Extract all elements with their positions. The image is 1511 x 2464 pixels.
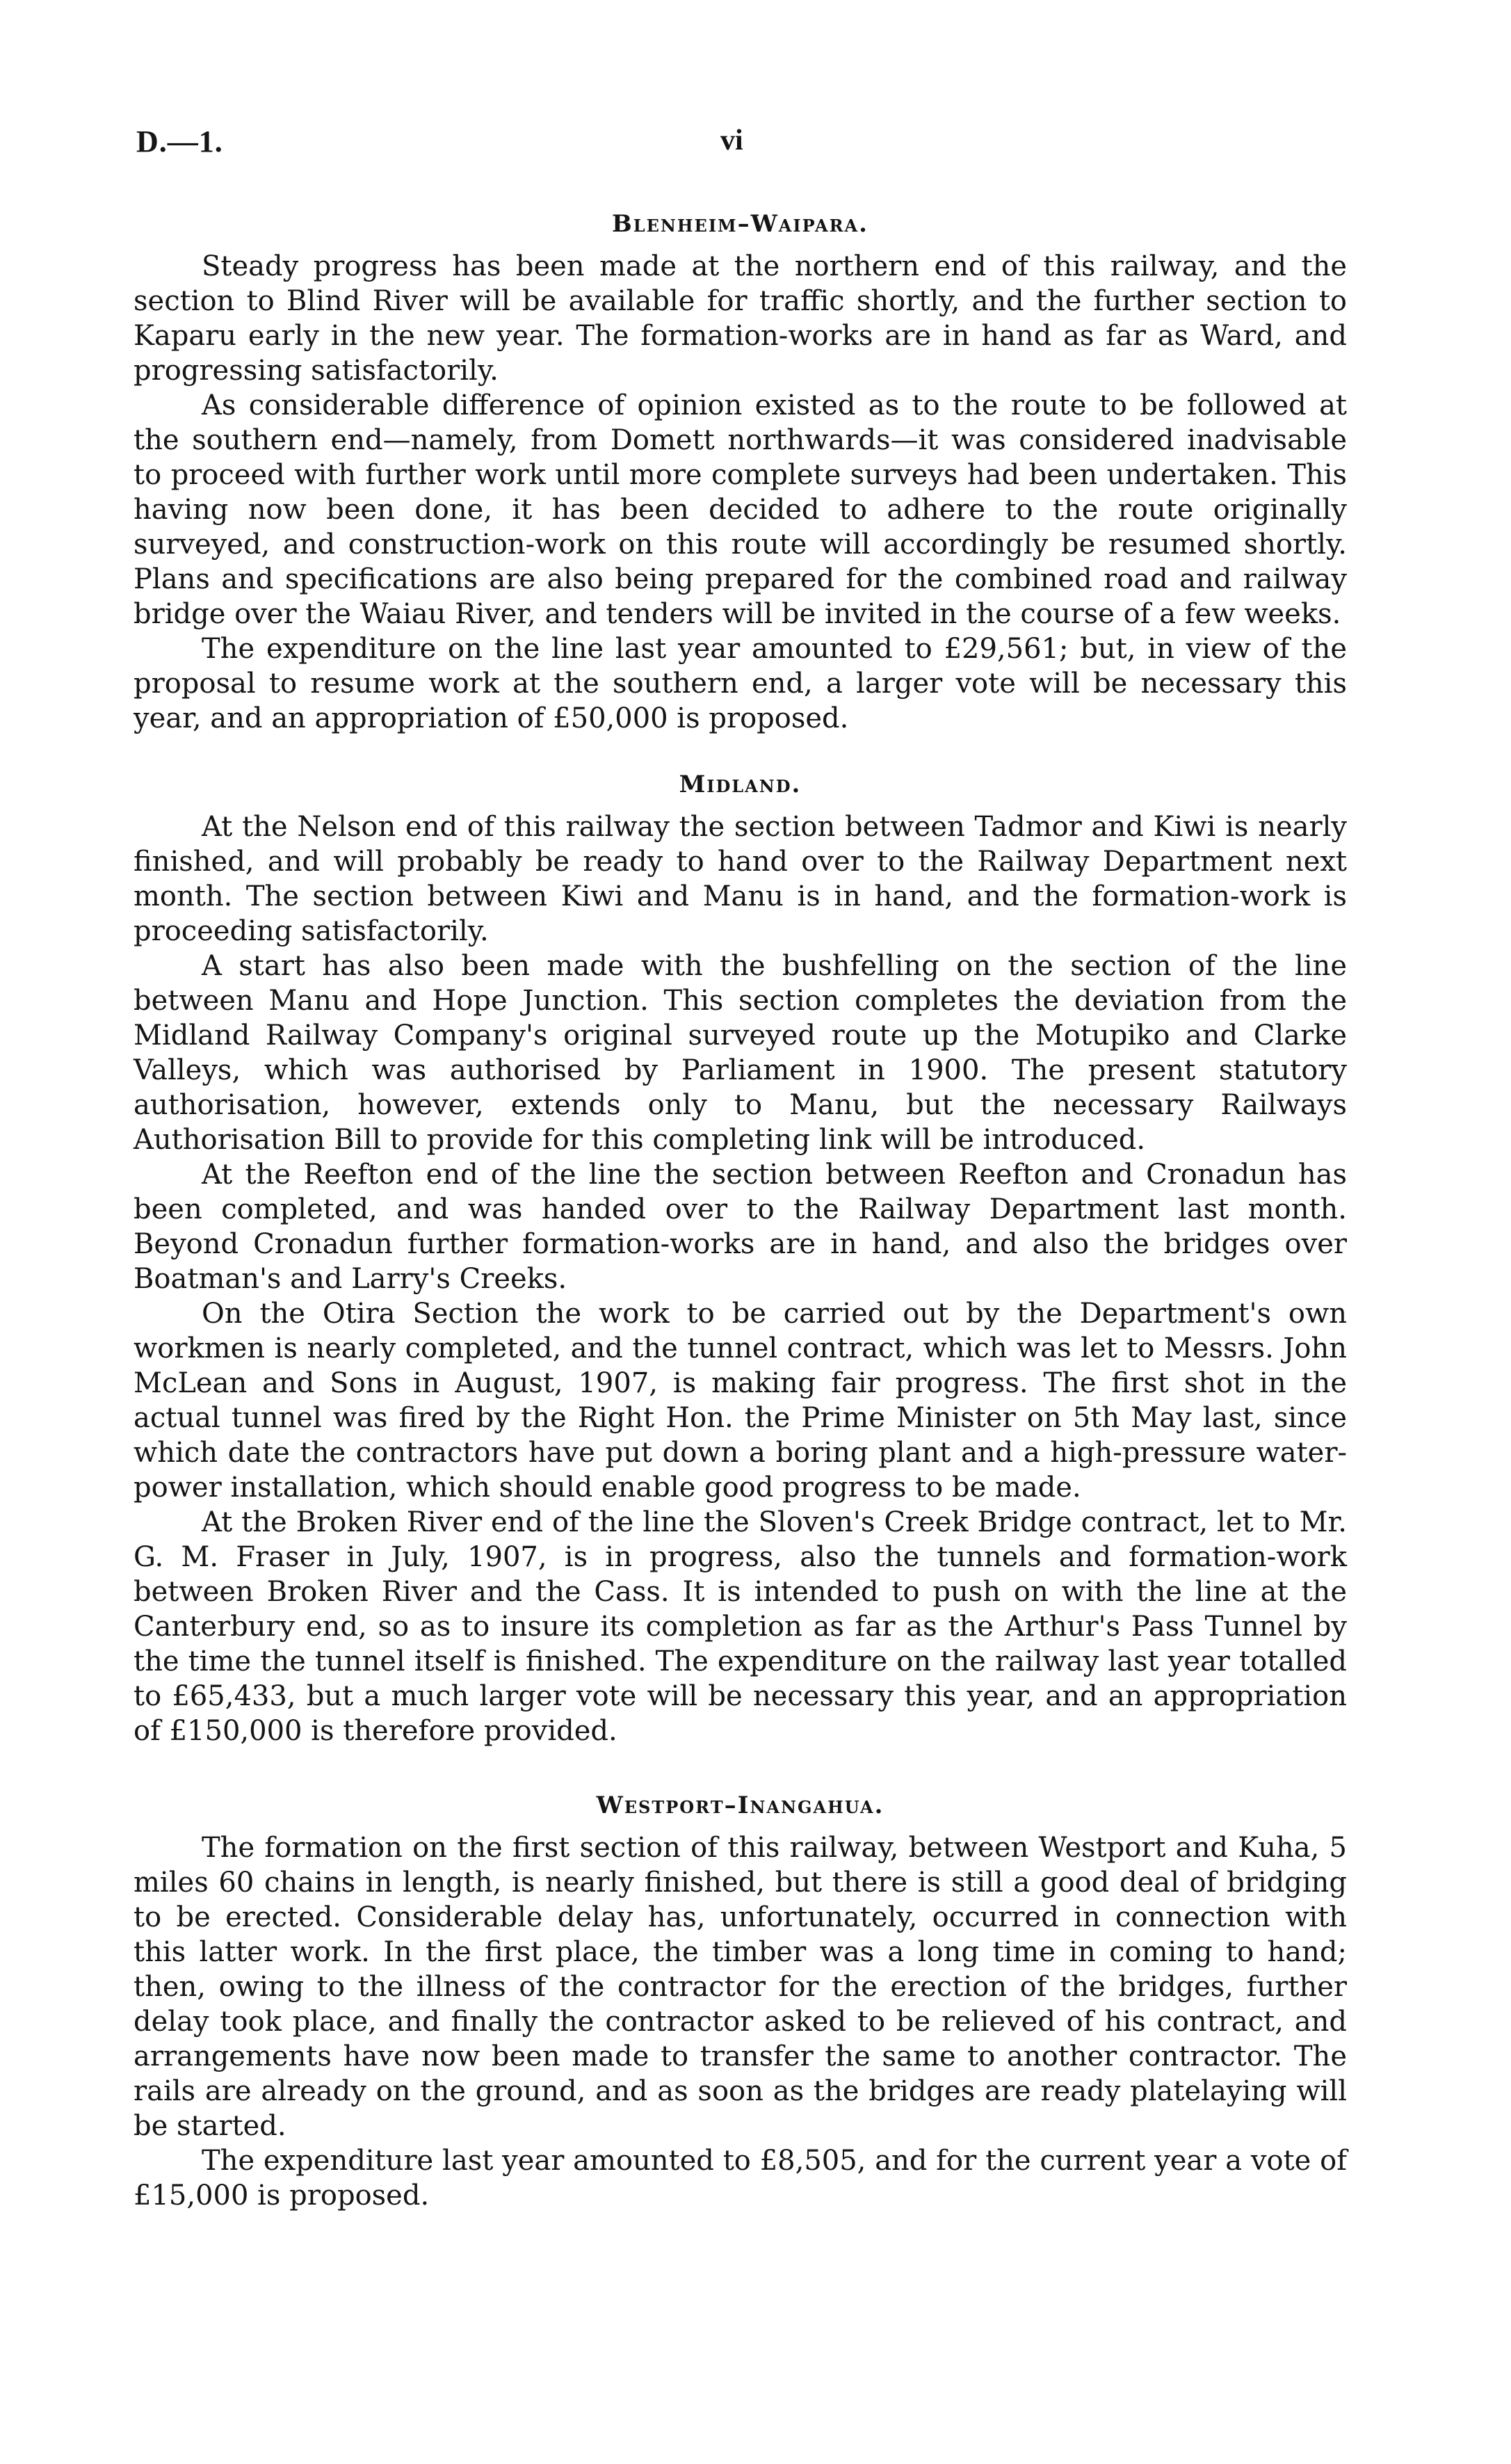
section-heading: Midland. bbox=[679, 771, 802, 798]
page-number: vi bbox=[720, 124, 743, 156]
paragraph: The formation on the first section of this railway, between Westport and Kuha, 5 miles 60 chains in length, is nearly finished, but there is still a good deal of bridging to be erected. Considerable delay has, unfortunately, occurred in connection with this latter work. In the first place, the timber was a long time in coming to hand; then, owing to the illness of the contractor for the erection of the bridges, further delay took place, and finally the contractor asked to be relieved of his contract, and arrangements have now been made to transfer the same to another contractor. The rails are already on the ground, and as soon as the bridges are ready platelaying will be started. bbox=[134, 1832, 1347, 2142]
section-blenheim-waipara bbox=[134, 209, 1347, 736]
section-heading: Blenheim–Waipara. bbox=[612, 210, 868, 238]
section-spacer bbox=[134, 1748, 1347, 1790]
body-text bbox=[134, 209, 1347, 2213]
paragraph: At the Reefton end of the line the section between Reefton and Cronadun has been completed, and was handed over to the Railway Department last month. Beyond Cronadun further formation-works are in hand, and also the bridges over Boatman's and Larry's Creeks. bbox=[134, 1159, 1347, 1295]
paragraph: As considerable difference of opinion existed as to the route to be followed at the southern end—namely, from Domett northwards—it was considered inadvisable to proceed with further work until more complete surveys had been undertaken. This having now been done, it has been decided to adhere to the route originally surveyed, and construction-work on this route will accordingly be resumed shortly. Plans and specifications are also being prepared for the combined road and railway bridge over the Waiau River, and tenders will be invited in the course of a few weeks. bbox=[134, 389, 1347, 630]
section-westport-inangahua bbox=[134, 1790, 1347, 2213]
section-heading: Westport–Inangahua. bbox=[596, 1791, 884, 1819]
section-spacer bbox=[134, 736, 1347, 769]
page-header bbox=[136, 124, 1360, 172]
section-midland bbox=[134, 769, 1347, 1748]
paragraph: The expenditure last year amounted to £8,505, and for the current year a vote of £15,000 is proposed. bbox=[134, 2145, 1347, 2212]
paragraph: On the Otira Section the work to be carried out by the Department's own workmen is nearly completed, and the tunnel contract, which was let to Messrs. John McLean and Sons in August, 1907, is making fair progress. The first shot in the actual tunnel was fired by the Right Hon. the Prime Minister on 5th May last, since which date the contractors have put down a boring plant and a high-pressure water-power installation, which should enable good progress to be made. bbox=[134, 1298, 1347, 1504]
paragraph: At the Nelson end of this railway the section between Tadmor and Kiwi is nearly finished, and will probably be ready to hand over to the Railway Department next month. The section between Kiwi and Manu is in hand, and the formation-work is proceeding satisfactorily. bbox=[134, 811, 1347, 947]
document-reference: D.—1. bbox=[136, 124, 223, 159]
paragraph: At the Broken River end of the line the Sloven's Creek Bridge contract, let to Mr. G. M. Fraser in July, 1907, is in progress, also the tunnels and formation-work between Broken River and the Cass. It is intended to push on with the line at the Canterbury end, so as to insure its completion as far as the Arthur's Pass Tunnel by the time the tunnel itself is finished. The expenditure on the railway last year totalled to £65,433, but a much larger vote will be necessary this year, and an appropriation of £150,000 is therefore provided. bbox=[134, 1506, 1347, 1747]
paragraph: The expenditure on the line last year amounted to £29,561; but, in view of the proposal to resume work at the southern end, a larger vote will be necessary this year, and an appropriation of £50,000 is proposed. bbox=[134, 633, 1347, 734]
paragraph: Steady progress has been made at the northern end of this railway, and the section to Blind River will be available for traffic shortly, and the further section to Kaparu early in the new year. The formation-works are in hand as far as Ward, and progressing satisfactorily. bbox=[134, 250, 1347, 387]
paragraph: A start has also been made with the bushfelling on the section of the line between Manu and Hope Junction. This section completes the deviation from the Midland Railway Company's original surveyed route up the Motupiko and Clarke Valleys, which was authorised by Parliament in 1900. The present statutory authorisation, however, extends only to Manu, but the necessary Railways Authorisation Bill to provide for this completing link will be introduced. bbox=[134, 950, 1347, 1156]
